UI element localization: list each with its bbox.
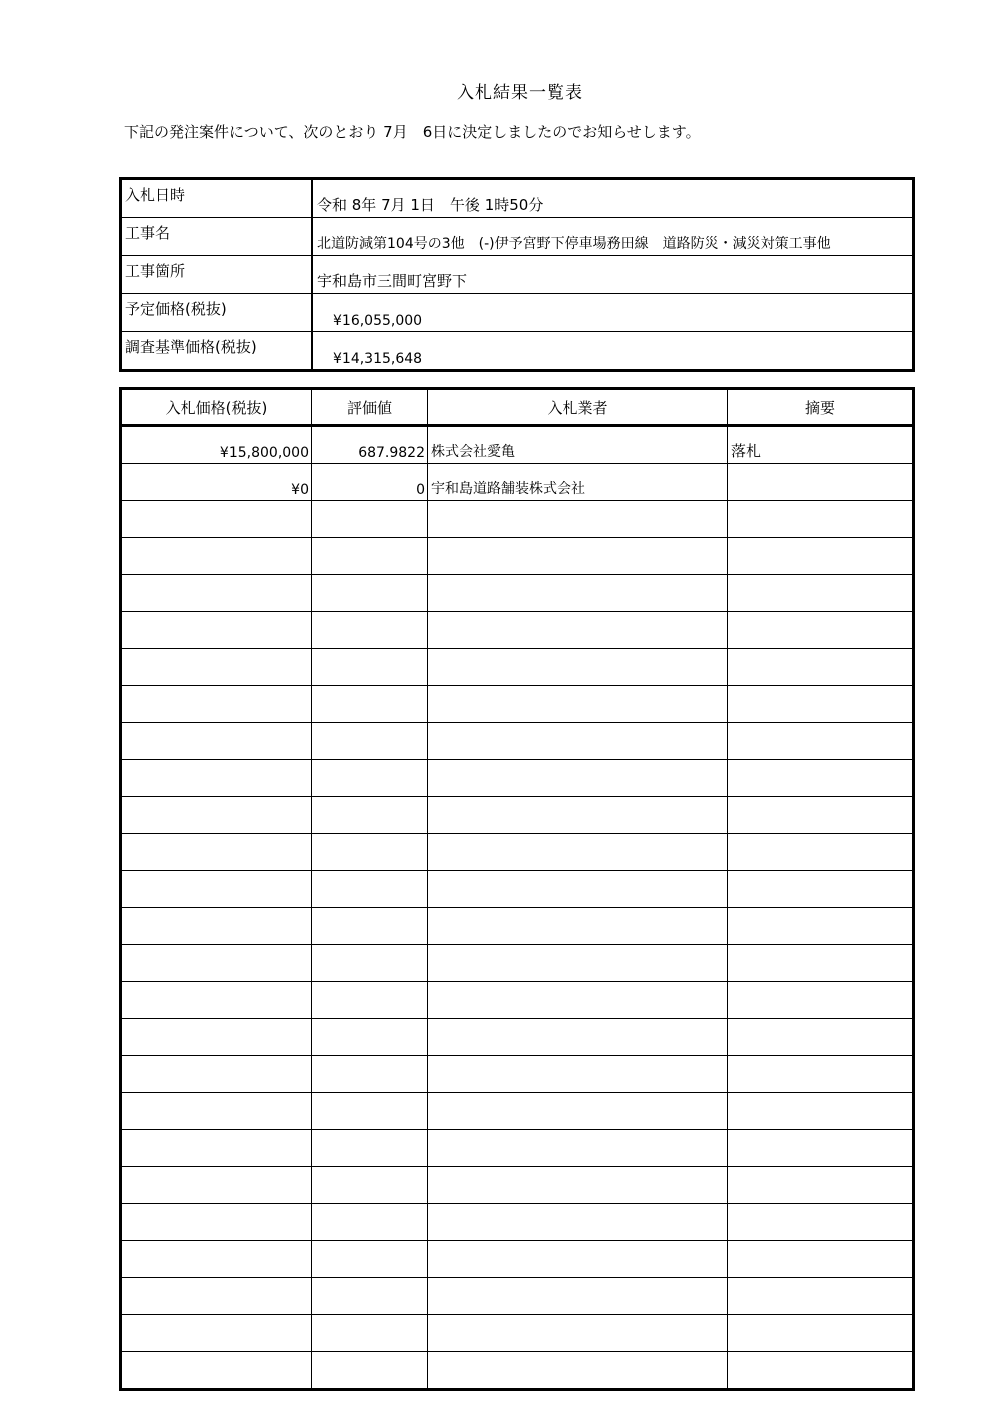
remark (728, 797, 914, 834)
bidder (428, 760, 728, 797)
remark (728, 1130, 914, 1167)
remark (728, 464, 914, 501)
score (312, 797, 428, 834)
empty-table-row (121, 723, 914, 760)
bidder (428, 945, 728, 982)
remark (728, 723, 914, 760)
bid-price (121, 1093, 312, 1130)
empty-table-row (121, 1315, 914, 1352)
empty-table-row (121, 797, 914, 834)
info-value: 令和 8年 7月 1日 午後 1時50分 (312, 179, 914, 218)
empty-table-row (121, 1167, 914, 1204)
score (312, 1315, 428, 1352)
empty-table-row (121, 1352, 914, 1390)
bidder (428, 1093, 728, 1130)
empty-table-row (121, 760, 914, 797)
remark (728, 575, 914, 612)
empty-table-row (121, 575, 914, 612)
bidder: 宇和島道路舗装株式会社 (428, 464, 728, 501)
bid-price (121, 1130, 312, 1167)
info-label: 調査基準価格(税抜) (121, 332, 313, 371)
bidder: 株式会社愛亀 (428, 426, 728, 464)
empty-table-row (121, 834, 914, 871)
bid-price (121, 1019, 312, 1056)
remark (728, 1204, 914, 1241)
score (312, 1241, 428, 1278)
bid-price: ¥0 (121, 464, 312, 501)
score (312, 945, 428, 982)
remark (728, 686, 914, 723)
remark (728, 1315, 914, 1352)
bid-price (121, 1278, 312, 1315)
table-row (121, 426, 914, 464)
info-value: 宇和島市三間町宮野下 (312, 256, 914, 294)
info-label: 工事箇所 (121, 256, 313, 294)
bid-price (121, 908, 312, 945)
score (312, 575, 428, 612)
bid-price (121, 760, 312, 797)
score (312, 1352, 428, 1390)
bid-price: ¥15,800,000 (121, 426, 312, 464)
bid-price (121, 1167, 312, 1204)
bid-price (121, 1056, 312, 1093)
header-bid-price: 入札価格(税抜) (121, 389, 312, 426)
empty-table-row (121, 1130, 914, 1167)
bidder (428, 1278, 728, 1315)
remark (728, 1019, 914, 1056)
bid-results-table (119, 387, 915, 1391)
info-row-location (121, 256, 914, 294)
bid-price (121, 649, 312, 686)
bid-price (121, 982, 312, 1019)
header-remark: 摘要 (728, 389, 914, 426)
bidder (428, 575, 728, 612)
empty-table-row (121, 501, 914, 538)
info-row-survey-base-price (121, 332, 914, 371)
remark: 落札 (728, 426, 914, 464)
results-body (121, 426, 914, 1390)
bid-price (121, 797, 312, 834)
score (312, 501, 428, 538)
table-row (121, 464, 914, 501)
bidder (428, 1352, 728, 1390)
bidder (428, 1315, 728, 1352)
remark (728, 1167, 914, 1204)
remark (728, 982, 914, 1019)
bidder (428, 1167, 728, 1204)
score (312, 871, 428, 908)
info-value: 北道防減第104号の3他 (-)伊予宮野下停車場務田線 道路防災・減災対策工事他 (312, 218, 914, 256)
bid-price (121, 501, 312, 538)
remark (728, 1093, 914, 1130)
bidder (428, 649, 728, 686)
remark (728, 908, 914, 945)
score (312, 1167, 428, 1204)
remark (728, 538, 914, 575)
remark (728, 760, 914, 797)
remark (728, 649, 914, 686)
bid-price (121, 1315, 312, 1352)
bidder (428, 1056, 728, 1093)
score (312, 723, 428, 760)
page-title: 入札結果一覧表 (457, 83, 583, 103)
bidder (428, 612, 728, 649)
info-value: ¥14,315,648 (312, 332, 914, 371)
empty-table-row (121, 1056, 914, 1093)
header-score: 評価値 (312, 389, 428, 426)
bidder (428, 1019, 728, 1056)
info-label: 工事名 (121, 218, 313, 256)
score (312, 1019, 428, 1056)
score (312, 1093, 428, 1130)
bidder (428, 797, 728, 834)
empty-table-row (121, 538, 914, 575)
bidder (428, 1130, 728, 1167)
empty-table-row (121, 945, 914, 982)
info-row-project-name (121, 218, 914, 256)
score (312, 1130, 428, 1167)
empty-table-row (121, 1241, 914, 1278)
bid-price (121, 575, 312, 612)
info-label: 入札日時 (121, 179, 313, 218)
empty-table-row (121, 1019, 914, 1056)
score (312, 834, 428, 871)
empty-table-row (121, 908, 914, 945)
remark (728, 945, 914, 982)
remark (728, 1278, 914, 1315)
tender-info-table (119, 177, 915, 372)
bidder (428, 538, 728, 575)
bidder (428, 686, 728, 723)
bid-price (121, 945, 312, 982)
info-row-planned-price (121, 294, 914, 332)
bidder (428, 723, 728, 760)
empty-table-row (121, 871, 914, 908)
score (312, 760, 428, 797)
bid-price (121, 1352, 312, 1390)
bid-price (121, 871, 312, 908)
remark (728, 834, 914, 871)
empty-table-row (121, 1278, 914, 1315)
info-value: ¥16,055,000 (312, 294, 914, 332)
remark (728, 1056, 914, 1093)
remark (728, 1352, 914, 1390)
score (312, 1278, 428, 1315)
score (312, 1056, 428, 1093)
score (312, 649, 428, 686)
bidder (428, 871, 728, 908)
bidder (428, 982, 728, 1019)
info-row-bid-datetime (121, 179, 914, 218)
empty-table-row (121, 1204, 914, 1241)
empty-table-row (121, 612, 914, 649)
remark (728, 871, 914, 908)
bid-price (121, 538, 312, 575)
notice-text: 下記の発注案件について、次のとおり 7月 6日に決定しましたのでお知らせします。 (124, 123, 701, 141)
bid-price (121, 723, 312, 760)
score: 0 (312, 464, 428, 501)
empty-table-row (121, 686, 914, 723)
score (312, 908, 428, 945)
header-bidder: 入札業者 (428, 389, 728, 426)
bidder (428, 1204, 728, 1241)
bid-price (121, 1204, 312, 1241)
bidder (428, 834, 728, 871)
results-header-row (121, 389, 914, 426)
info-label: 予定価格(税抜) (121, 294, 313, 332)
bid-price (121, 686, 312, 723)
score (312, 982, 428, 1019)
empty-table-row (121, 649, 914, 686)
bid-price (121, 834, 312, 871)
score (312, 1204, 428, 1241)
remark (728, 501, 914, 538)
score (312, 538, 428, 575)
score (312, 686, 428, 723)
score (312, 612, 428, 649)
bidder (428, 908, 728, 945)
score: 687.9822 (312, 426, 428, 464)
remark (728, 1241, 914, 1278)
empty-table-row (121, 1093, 914, 1130)
bid-price (121, 1241, 312, 1278)
bid-price (121, 612, 312, 649)
remark (728, 612, 914, 649)
bidder (428, 1241, 728, 1278)
empty-table-row (121, 982, 914, 1019)
bidder (428, 501, 728, 538)
